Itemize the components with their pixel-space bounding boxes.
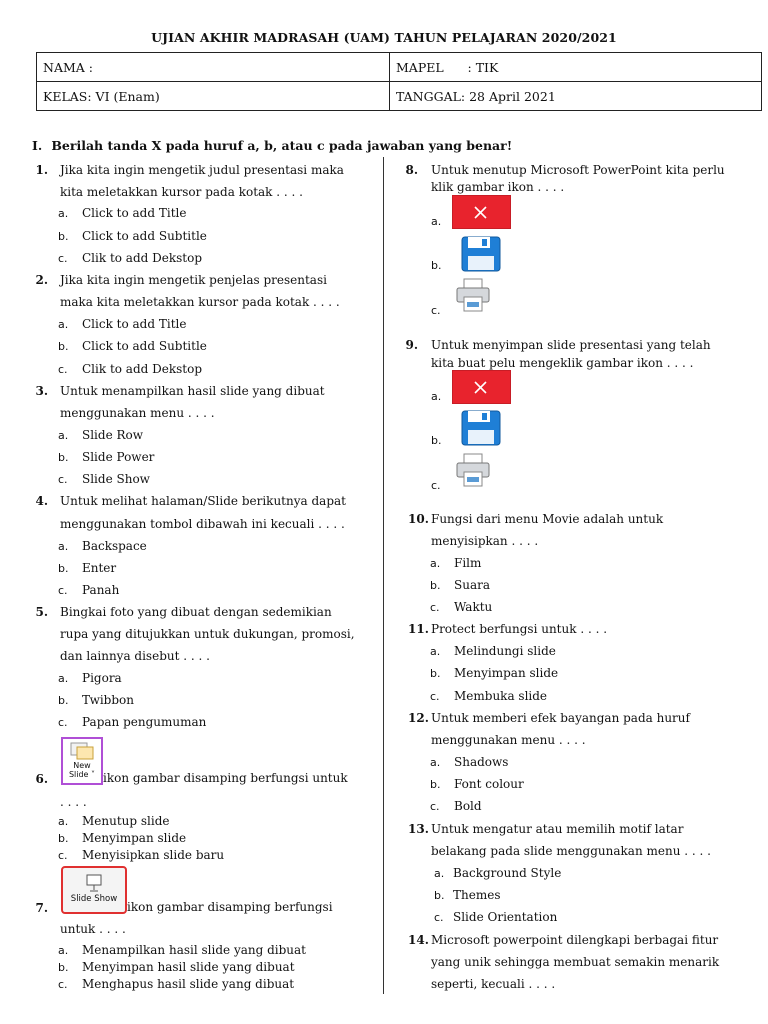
question-text: dan lainnya disebut . . . . bbox=[60, 649, 210, 663]
option-text: Film bbox=[454, 556, 482, 570]
answer-option[interactable] bbox=[430, 776, 524, 793]
question-text: . . . . bbox=[60, 795, 87, 809]
answer-option[interactable] bbox=[434, 887, 500, 904]
question-text: rupa yang ditujukkan untuk dukungan, promosi, bbox=[60, 627, 355, 641]
question-text: Microsoft powerpoint dilengkapi berbagai fitur bbox=[431, 933, 719, 947]
question-text: menggunakan menu . . . . bbox=[60, 406, 215, 420]
option-letter: c. bbox=[58, 473, 68, 486]
option-letter: c. bbox=[431, 479, 441, 492]
printer-icon[interactable] bbox=[454, 453, 494, 489]
nama-field: NAMA : bbox=[37, 53, 390, 82]
option-letter: a. bbox=[58, 944, 69, 957]
question-text: Jika kita ingin mengetik judul presentasi maka bbox=[60, 163, 344, 177]
answer-option[interactable] bbox=[58, 848, 224, 863]
option-text: Clik to add Dekstop bbox=[82, 251, 203, 265]
answer-option[interactable] bbox=[58, 361, 202, 378]
option-letter: a. bbox=[434, 867, 445, 880]
answer-option[interactable] bbox=[434, 909, 557, 926]
option-letter: b. bbox=[434, 889, 445, 902]
student-info-table bbox=[36, 52, 762, 111]
question-number: 4. bbox=[35, 494, 48, 508]
option-text: Click to add Title bbox=[82, 317, 187, 331]
question-text: klik gambar ikon . . . . bbox=[431, 180, 565, 194]
answer-option[interactable] bbox=[430, 798, 482, 815]
question-text: maka kita meletakkan kursor pada kotak . . . . bbox=[60, 295, 340, 309]
option-letter: c. bbox=[58, 363, 68, 376]
question-text: ikon gambar disamping berfungsi bbox=[127, 900, 333, 914]
option-text: Click to add Title bbox=[82, 206, 187, 220]
option-letter: b. bbox=[431, 434, 442, 447]
answer-option[interactable] bbox=[430, 555, 481, 572]
option-text: Font colour bbox=[454, 777, 524, 791]
option-text: Slide Power bbox=[82, 450, 155, 464]
answer-option[interactable] bbox=[430, 643, 556, 660]
option-letter: c. bbox=[430, 601, 440, 614]
answer-option[interactable] bbox=[58, 250, 202, 267]
answer-option[interactable] bbox=[430, 665, 558, 682]
answer-option[interactable] bbox=[58, 831, 186, 846]
option-text: Enter bbox=[82, 561, 117, 575]
question-number: 11. bbox=[408, 622, 429, 636]
question-number: 13. bbox=[408, 822, 429, 836]
answer-option[interactable] bbox=[430, 688, 547, 705]
answer-option[interactable] bbox=[58, 560, 116, 577]
option-text: Menyimpan slide bbox=[454, 666, 559, 680]
option-text: Melindungi slide bbox=[454, 644, 556, 658]
question-text: belakang pada slide menggunakan menu . . . . bbox=[431, 844, 711, 858]
question-text: Untuk menampilkan hasil slide yang dibuat bbox=[60, 384, 325, 398]
option-letter: c. bbox=[58, 716, 68, 729]
option-letter: c. bbox=[430, 690, 440, 703]
option-letter: c. bbox=[430, 800, 440, 813]
option-text: Slide Show bbox=[82, 472, 150, 486]
question-number: 6. bbox=[35, 772, 48, 786]
question-text: Untuk mengatur atau memilih motif latar bbox=[431, 822, 684, 836]
close-icon[interactable] bbox=[452, 370, 511, 404]
option-letter: a. bbox=[58, 672, 69, 685]
question-number: 10. bbox=[408, 512, 429, 526]
option-text: Backspace bbox=[82, 539, 147, 553]
option-letter: b. bbox=[58, 562, 69, 575]
option-letter: a. bbox=[431, 390, 442, 403]
answer-option[interactable] bbox=[58, 228, 207, 245]
option-letter: a. bbox=[58, 429, 69, 442]
option-text: Click to add Subtitle bbox=[82, 339, 207, 353]
option-text: Twibbon bbox=[82, 693, 135, 707]
option-letter: b. bbox=[58, 694, 69, 707]
option-text: Menyimpan slide bbox=[82, 831, 187, 845]
question-text: seperti, kecuali . . . . bbox=[431, 977, 556, 991]
column-divider bbox=[383, 157, 384, 994]
option-letter: a. bbox=[58, 540, 69, 553]
answer-option[interactable] bbox=[430, 599, 492, 616]
answer-option[interactable] bbox=[58, 427, 143, 444]
answer-option[interactable] bbox=[58, 714, 206, 731]
option-letter: b. bbox=[58, 832, 69, 845]
answer-option[interactable] bbox=[58, 205, 186, 222]
option-letter: a. bbox=[430, 557, 441, 570]
option-text: Papan pengumuman bbox=[82, 715, 207, 729]
answer-option[interactable] bbox=[430, 577, 490, 594]
question-text: Fungsi dari menu Movie adalah untuk bbox=[431, 512, 664, 526]
question-number: 2. bbox=[35, 273, 48, 287]
printer-icon[interactable] bbox=[454, 278, 494, 314]
option-letter: b. bbox=[430, 579, 441, 592]
option-letter: c. bbox=[431, 304, 441, 317]
answer-option[interactable] bbox=[58, 670, 122, 687]
question-text: ikon gambar disamping berfungsi untuk bbox=[103, 771, 348, 785]
option-letter: b. bbox=[430, 667, 441, 680]
option-text: Suara bbox=[454, 578, 490, 592]
option-letter: a. bbox=[58, 318, 69, 331]
section-text: Berilah tanda X pada huruf a, b, atau c pada jawaban yang benar! bbox=[51, 138, 513, 153]
kelas-field: KELAS: VI (Enam) bbox=[37, 82, 390, 111]
option-letter: b. bbox=[58, 451, 69, 464]
option-letter: a. bbox=[430, 645, 441, 658]
answer-option[interactable] bbox=[58, 977, 294, 992]
option-letter: a. bbox=[430, 756, 441, 769]
slide-show-label: Slide Show bbox=[70, 894, 118, 904]
answer-option[interactable] bbox=[58, 960, 295, 975]
question-number: 3. bbox=[35, 384, 48, 398]
option-letter: a. bbox=[58, 207, 69, 220]
option-letter: c. bbox=[58, 849, 68, 862]
question-text: Bingkai foto yang dibuat dengan sedemikian bbox=[60, 605, 332, 619]
option-text: Menyisipkan slide baru bbox=[82, 848, 225, 862]
slide-show-icon bbox=[61, 866, 127, 914]
question-text: Untuk melihat halaman/Slide berikutnya dapat bbox=[60, 494, 346, 508]
exam-title: UJIAN AKHIR MADRASAH (UAM) TAHUN PELAJARAN 2020/2021 bbox=[151, 30, 617, 45]
question-text: untuk . . . . bbox=[60, 922, 126, 936]
answer-option[interactable] bbox=[58, 582, 119, 599]
answer-option[interactable] bbox=[58, 449, 154, 466]
option-letter: c. bbox=[58, 584, 68, 597]
option-text: Click to add Subtitle bbox=[82, 229, 207, 243]
answer-option[interactable] bbox=[58, 814, 170, 829]
question-text: menyisipkan . . . . bbox=[431, 534, 539, 548]
new-slide-icon bbox=[61, 737, 103, 785]
option-letter: a. bbox=[431, 215, 442, 228]
question-text: Protect berfungsi untuk . . . . bbox=[431, 622, 608, 636]
question-text: yang unik sehingga membuat semakin menarik bbox=[431, 955, 720, 969]
save-icon[interactable] bbox=[461, 236, 501, 272]
option-text: Slide Orientation bbox=[453, 910, 558, 924]
question-number: 1. bbox=[35, 163, 48, 177]
option-text: Clik to add Dekstop bbox=[82, 362, 203, 376]
option-text: Themes bbox=[453, 888, 501, 902]
question-number: 12. bbox=[408, 711, 429, 725]
option-letter: b. bbox=[58, 230, 69, 243]
option-text: Slide Row bbox=[82, 428, 144, 442]
question-text: Untuk menyimpan slide presentasi yang telah bbox=[431, 338, 711, 352]
option-text: Background Style bbox=[453, 866, 562, 880]
option-letter: a. bbox=[58, 815, 69, 828]
question-number: 5. bbox=[35, 605, 48, 619]
section-numeral: I. bbox=[32, 138, 43, 153]
question-text: kita meletakkan kursor pada kotak . . . . bbox=[60, 185, 303, 199]
option-text: Waktu bbox=[454, 600, 493, 614]
answer-option[interactable] bbox=[430, 754, 508, 771]
answer-option[interactable] bbox=[58, 943, 306, 958]
answer-option[interactable] bbox=[58, 692, 134, 709]
option-text: Panah bbox=[82, 583, 120, 597]
option-text: Menutup slide bbox=[82, 814, 170, 828]
question-number: 14. bbox=[408, 933, 429, 947]
option-text: Menghapus hasil slide yang dibuat bbox=[82, 977, 295, 991]
answer-option[interactable] bbox=[434, 865, 561, 882]
question-number: 9. bbox=[405, 338, 418, 352]
question-number: 8. bbox=[405, 163, 418, 177]
answer-option[interactable] bbox=[58, 338, 207, 355]
question-number: 7. bbox=[35, 901, 48, 915]
question-text: kita buat pelu mengeklik gambar ikon . . . . bbox=[431, 356, 694, 370]
question-text: Untuk memberi efek bayangan pada huruf bbox=[431, 711, 690, 725]
option-text: Bold bbox=[454, 799, 482, 813]
answer-option[interactable] bbox=[58, 538, 147, 555]
answer-option[interactable] bbox=[58, 471, 150, 488]
option-text: Membuka slide bbox=[454, 689, 548, 703]
option-text: Menyimpan hasil slide yang dibuat bbox=[82, 960, 295, 974]
question-text: Jika kita ingin mengetik penjelas presentasi bbox=[60, 273, 327, 287]
new-slide-label: Slide ˅ bbox=[68, 770, 96, 779]
option-text: Pigora bbox=[82, 671, 122, 685]
option-letter: c. bbox=[434, 911, 444, 924]
question-text: Untuk menutup Microsoft PowerPoint kita perlu bbox=[431, 163, 725, 177]
tanggal-field: TANGGAL: 28 April 2021 bbox=[390, 82, 762, 111]
option-letter: b. bbox=[430, 778, 441, 791]
section-instruction bbox=[32, 138, 512, 153]
option-text: Menampilkan hasil slide yang dibuat bbox=[82, 943, 307, 957]
new-slide-label: New bbox=[73, 761, 91, 770]
question-text: menggunakan menu . . . . bbox=[431, 733, 586, 747]
close-icon[interactable] bbox=[452, 195, 511, 229]
mapel-field: MAPEL : TIK bbox=[390, 53, 762, 82]
option-letter: b. bbox=[431, 259, 442, 272]
save-icon[interactable] bbox=[461, 410, 501, 446]
option-letter: b. bbox=[58, 961, 69, 974]
option-text: Shadows bbox=[454, 755, 509, 769]
option-letter: c. bbox=[58, 978, 68, 991]
question-text: menggunakan tombol dibawah ini kecuali . . . . bbox=[60, 517, 345, 531]
option-letter: c. bbox=[58, 252, 68, 265]
option-letter: b. bbox=[58, 340, 69, 353]
answer-option[interactable] bbox=[58, 316, 186, 333]
